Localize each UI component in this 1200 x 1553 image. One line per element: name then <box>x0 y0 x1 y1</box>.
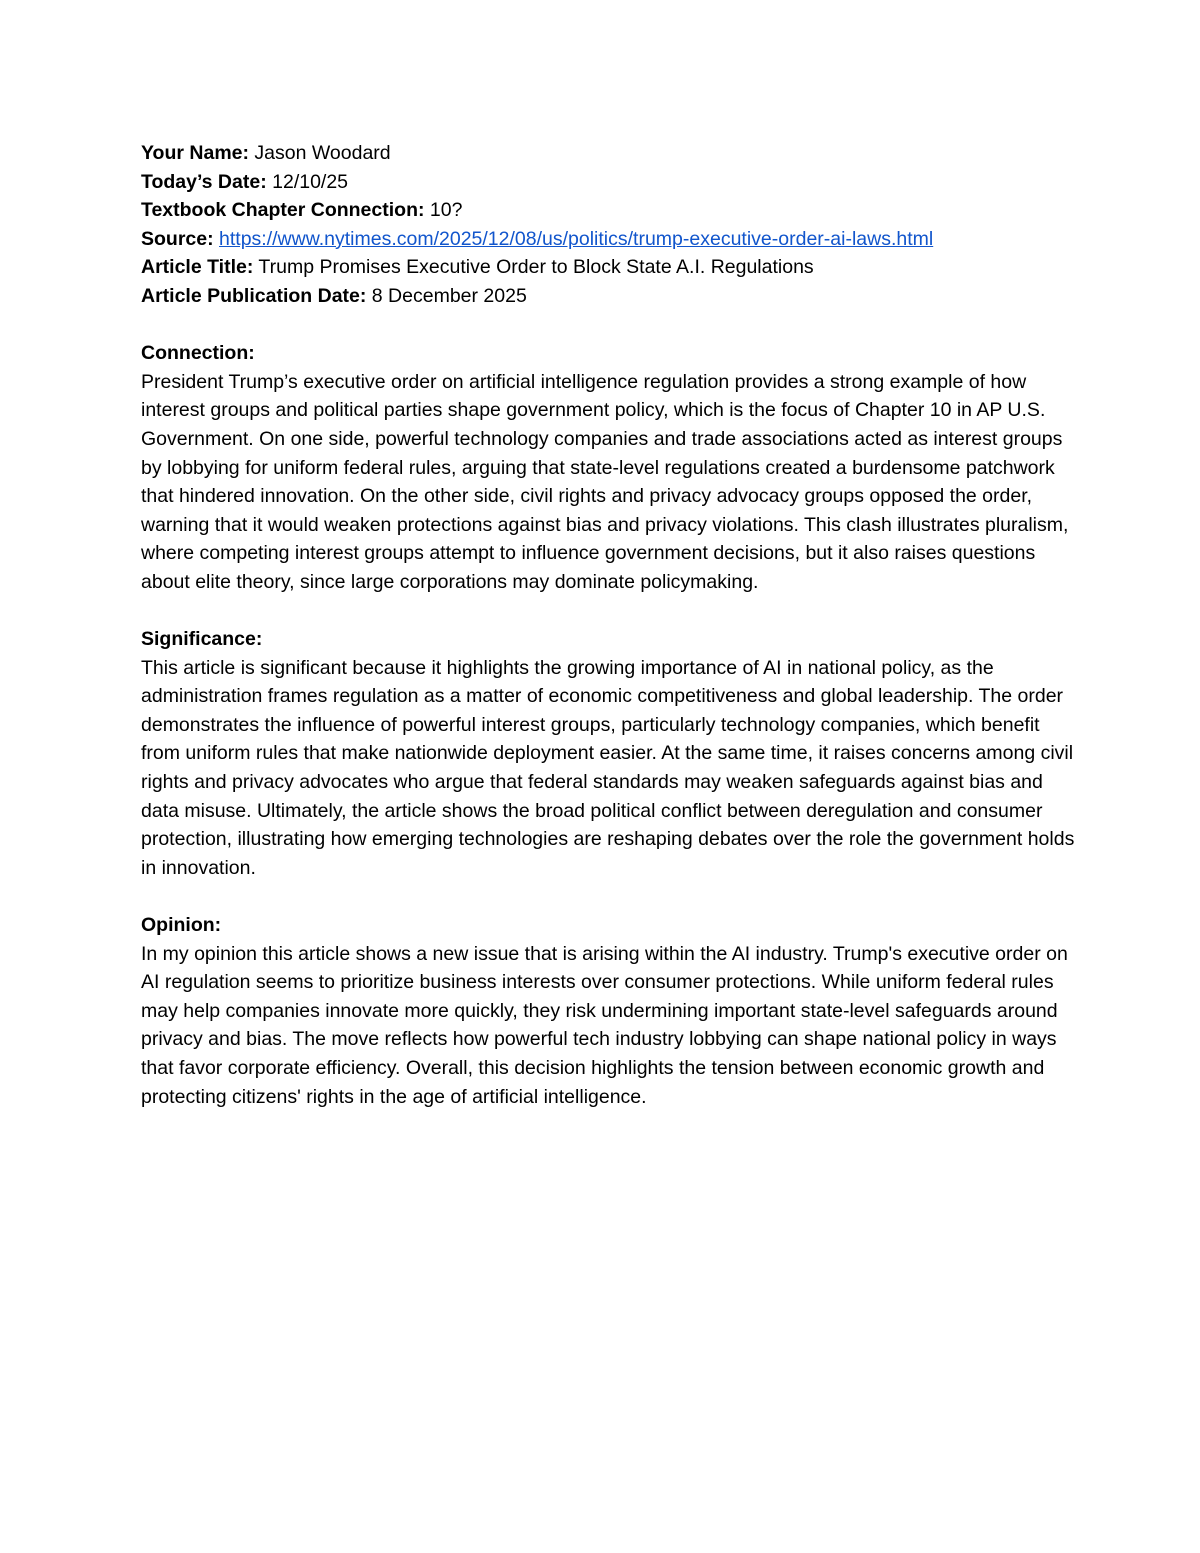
name-line <box>141 139 1081 168</box>
header-block <box>141 139 1081 311</box>
chapter-value: 10? <box>429 199 463 222</box>
source-link[interactable]: https://www.nytimes.com/2025/12/08/us/politics/trump-executive-order-ai-laws.html <box>219 227 934 250</box>
name-value: Jason Woodard <box>254 142 391 164</box>
document-page <box>141 139 1081 1111</box>
article-title-value: Trump Promises Executive Order to Block State A.I. Regulations <box>258 256 814 279</box>
name-label: Your Name: <box>141 142 249 164</box>
opinion-section <box>141 911 1081 1111</box>
significance-section <box>141 625 1081 882</box>
date-value: 12/10/25 <box>272 170 349 193</box>
connection-section <box>141 339 1081 596</box>
article-title-line <box>141 253 1081 282</box>
source-label: Source: <box>141 227 214 250</box>
date-label: Today’s Date: <box>141 170 267 193</box>
opinion-body: In my opinion this article shows a new issue that is arising within the AI industry. Trump's executive order on AI regulation seems to prioritize business interests over consumer protections. While uniform federal rules may help companies innovate more quickly, they risk undermining important state-level safeguards around privacy and bias. The move reflects how powerful tech industry lobbying can shape national policy in ways that favor corporate efficiency. Overall, this decision highlights the tension between economic growth and protecting citizens' rights in the age of artificial intelligence. <box>141 942 1068 1108</box>
opinion-heading: Opinion: <box>141 914 222 937</box>
source-line <box>141 225 1081 254</box>
connection-heading: Connection: <box>141 342 255 365</box>
significance-heading: Significance: <box>141 628 263 651</box>
article-title-label: Article Title: <box>141 256 254 279</box>
chapter-label: Textbook Chapter Connection: <box>141 199 425 222</box>
chapter-line <box>141 196 1081 225</box>
significance-body: This article is significant because it highlights the growing importance of AI in national policy, as the administration frames regulation as a matter of economic competitiveness and global leadership. The order demonstrates the influence of powerful interest groups, particularly technology companies, which benefit from uniform rules that make nationwide deployment easier. At the same time, it raises concerns among civil rights and privacy advocates who argue that federal standards may weaken safeguards against bias and data misuse. Ultimately, the article shows the broad political conflict between deregulation and consumer protection, illustrating how emerging technologies are reshaping debates over the role the government holds in innovation. <box>141 656 1075 879</box>
connection-body: President Trump’s executive order on artificial intelligence regulation provides a strong example of how interest groups and political parties shape government policy, which is the focus of Chapter 10 in AP U.S. Government. On one side, powerful technology companies and trade associations acted as interest groups by lobbying for uniform federal rules, arguing that state-level regulations created a burdensome patchwork that hindered innovation. On the other side, civil rights and privacy advocacy groups opposed the order, warning that it would weaken protections against bias and privacy violations. This clash illustrates pluralism, where competing interest groups attempt to influence government decisions, but it also raises questions about elite theory, since large corporations may dominate policymaking. <box>141 370 1069 593</box>
publication-date-line <box>141 282 1081 311</box>
date-line <box>141 168 1081 197</box>
publication-date-value: 8 December 2025 <box>371 284 527 307</box>
publication-date-label: Article Publication Date: <box>141 284 367 307</box>
